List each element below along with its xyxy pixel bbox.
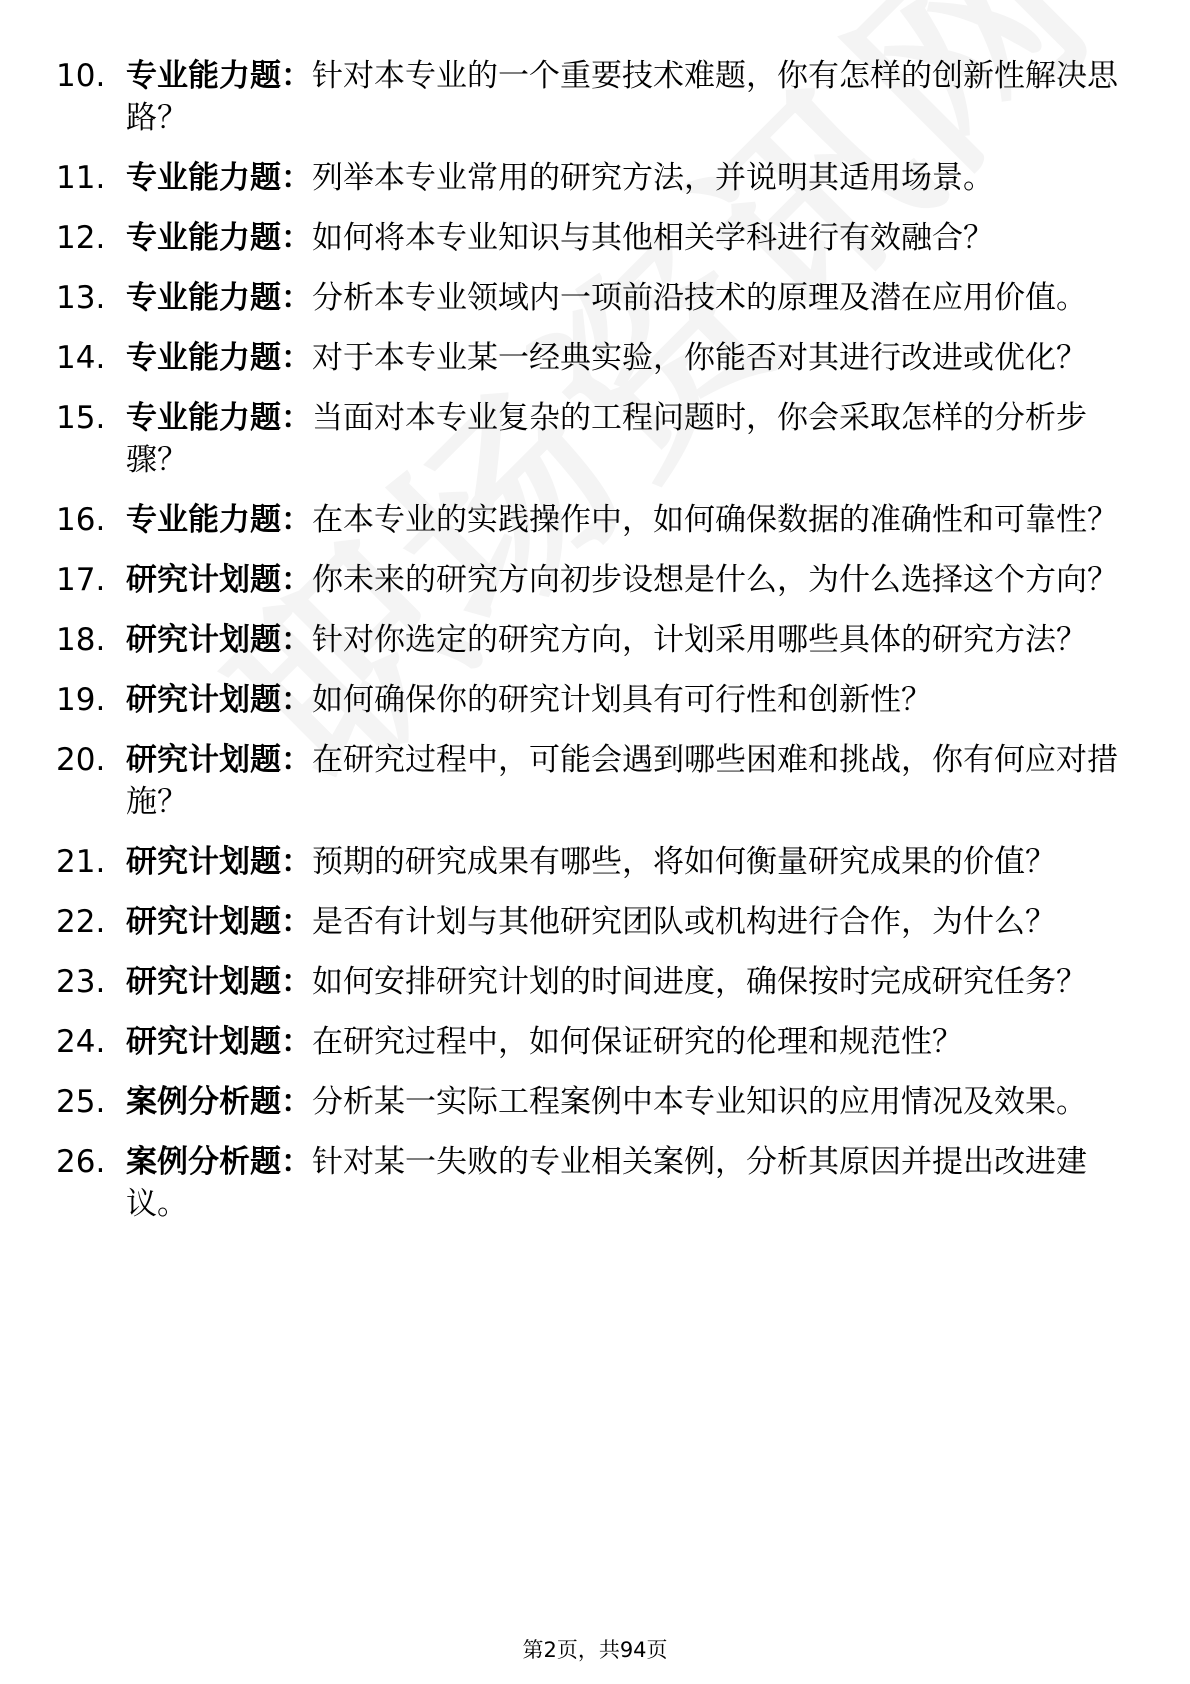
item-question: 如何确保你的研究计划具有可行性和创新性？ bbox=[312, 682, 932, 718]
item-text bbox=[126, 619, 1136, 661]
item-question: 在研究过程中，可能会遇到哪些困难和挑战，你有何应对措施？ bbox=[126, 742, 1118, 820]
list-item bbox=[56, 841, 1136, 883]
item-question: 列举本专业常用的研究方法，并说明其适用场景。 bbox=[312, 160, 994, 196]
item-number: 13. bbox=[56, 280, 106, 316]
item-text bbox=[126, 1141, 1136, 1225]
list-item bbox=[56, 55, 1136, 139]
item-category: 专业能力题： bbox=[126, 502, 312, 538]
item-question: 针对你选定的研究方向，计划采用哪些具体的研究方法？ bbox=[312, 622, 1087, 658]
item-text bbox=[126, 337, 1136, 379]
list-item bbox=[56, 397, 1136, 481]
item-number: 11. bbox=[56, 160, 106, 196]
list-item bbox=[56, 157, 1136, 199]
item-category: 专业能力题： bbox=[126, 220, 312, 256]
item-number: 21. bbox=[56, 844, 106, 880]
list-item bbox=[56, 1021, 1136, 1063]
list-item bbox=[56, 961, 1136, 1003]
list-item bbox=[56, 559, 1136, 601]
item-category: 研究计划题： bbox=[126, 622, 312, 658]
list-item bbox=[56, 739, 1136, 823]
item-number: 15. bbox=[56, 400, 106, 436]
item-number: 16. bbox=[56, 502, 106, 538]
item-text bbox=[126, 157, 1136, 199]
item-category: 专业能力题： bbox=[126, 280, 312, 316]
item-category: 案例分析题： bbox=[126, 1084, 312, 1120]
item-question: 预期的研究成果有哪些，将如何衡量研究成果的价值？ bbox=[312, 844, 1056, 880]
item-text bbox=[126, 55, 1136, 139]
item-number: 25. bbox=[56, 1084, 106, 1120]
list-item bbox=[56, 499, 1136, 541]
item-number: 17. bbox=[56, 562, 106, 598]
item-category: 研究计划题： bbox=[126, 682, 312, 718]
item-question: 针对本专业的一个重要技术难题，你有怎样的创新性解决思路？ bbox=[126, 58, 1118, 136]
list-item bbox=[56, 1141, 1136, 1225]
item-text bbox=[126, 559, 1136, 601]
item-number: 12. bbox=[56, 220, 106, 256]
item-question: 是否有计划与其他研究团队或机构进行合作，为什么？ bbox=[312, 904, 1056, 940]
item-category: 研究计划题： bbox=[126, 844, 312, 880]
item-category: 专业能力题： bbox=[126, 400, 312, 436]
item-question: 在研究过程中，如何保证研究的伦理和规范性？ bbox=[312, 1024, 963, 1060]
item-text bbox=[126, 277, 1136, 319]
list-item bbox=[56, 217, 1136, 259]
item-category: 研究计划题： bbox=[126, 742, 312, 778]
item-category: 专业能力题： bbox=[126, 58, 312, 94]
item-text bbox=[126, 739, 1136, 823]
item-number: 24. bbox=[56, 1024, 106, 1060]
item-number: 19. bbox=[56, 682, 106, 718]
item-question: 分析某一实际工程案例中本专业知识的应用情况及效果。 bbox=[312, 1084, 1087, 1120]
item-number: 18. bbox=[56, 622, 106, 658]
list-item bbox=[56, 901, 1136, 943]
item-text bbox=[126, 1021, 1136, 1063]
list-item bbox=[56, 277, 1136, 319]
item-text bbox=[126, 499, 1136, 541]
item-text bbox=[126, 841, 1136, 883]
item-text bbox=[126, 1081, 1136, 1123]
item-text bbox=[126, 961, 1136, 1003]
item-text bbox=[126, 217, 1136, 259]
item-question: 针对某一失败的专业相关案例，分析其原因并提出改进建议。 bbox=[126, 1144, 1087, 1222]
item-category: 专业能力题： bbox=[126, 340, 312, 376]
item-category: 研究计划题： bbox=[126, 562, 312, 598]
item-question: 如何将本专业知识与其他相关学科进行有效融合？ bbox=[312, 220, 994, 256]
item-text bbox=[126, 397, 1136, 481]
item-category: 专业能力题： bbox=[126, 160, 312, 196]
item-category: 案例分析题： bbox=[126, 1144, 312, 1180]
list-item bbox=[56, 619, 1136, 661]
item-category: 研究计划题： bbox=[126, 964, 312, 1000]
item-number: 14. bbox=[56, 340, 106, 376]
item-category: 研究计划题： bbox=[126, 1024, 312, 1060]
item-number: 22. bbox=[56, 904, 106, 940]
item-question: 对于本专业某一经典实验，你能否对其进行改进或优化？ bbox=[312, 340, 1087, 376]
item-question: 你未来的研究方向初步设想是什么，为什么选择这个方向？ bbox=[312, 562, 1118, 598]
item-question: 分析本专业领域内一项前沿技术的原理及潜在应用价值。 bbox=[312, 280, 1087, 316]
item-number: 10. bbox=[56, 58, 106, 94]
item-number: 26. bbox=[56, 1144, 106, 1180]
item-text bbox=[126, 901, 1136, 943]
list-item bbox=[56, 337, 1136, 379]
item-category: 研究计划题： bbox=[126, 904, 312, 940]
list-item bbox=[56, 1081, 1136, 1123]
page-number: 第2页，共94页 bbox=[522, 1638, 668, 1662]
list-item bbox=[56, 679, 1136, 721]
item-number: 23. bbox=[56, 964, 106, 1000]
item-question: 当面对本专业复杂的工程问题时，你会采取怎样的分析步骤？ bbox=[126, 400, 1087, 478]
item-question: 在本专业的实践操作中，如何确保数据的准确性和可靠性？ bbox=[312, 502, 1118, 538]
item-question: 如何安排研究计划的时间进度，确保按时完成研究任务？ bbox=[312, 964, 1087, 1000]
question-list bbox=[56, 55, 1136, 1243]
item-number: 20. bbox=[56, 742, 106, 778]
item-text bbox=[126, 679, 1136, 721]
